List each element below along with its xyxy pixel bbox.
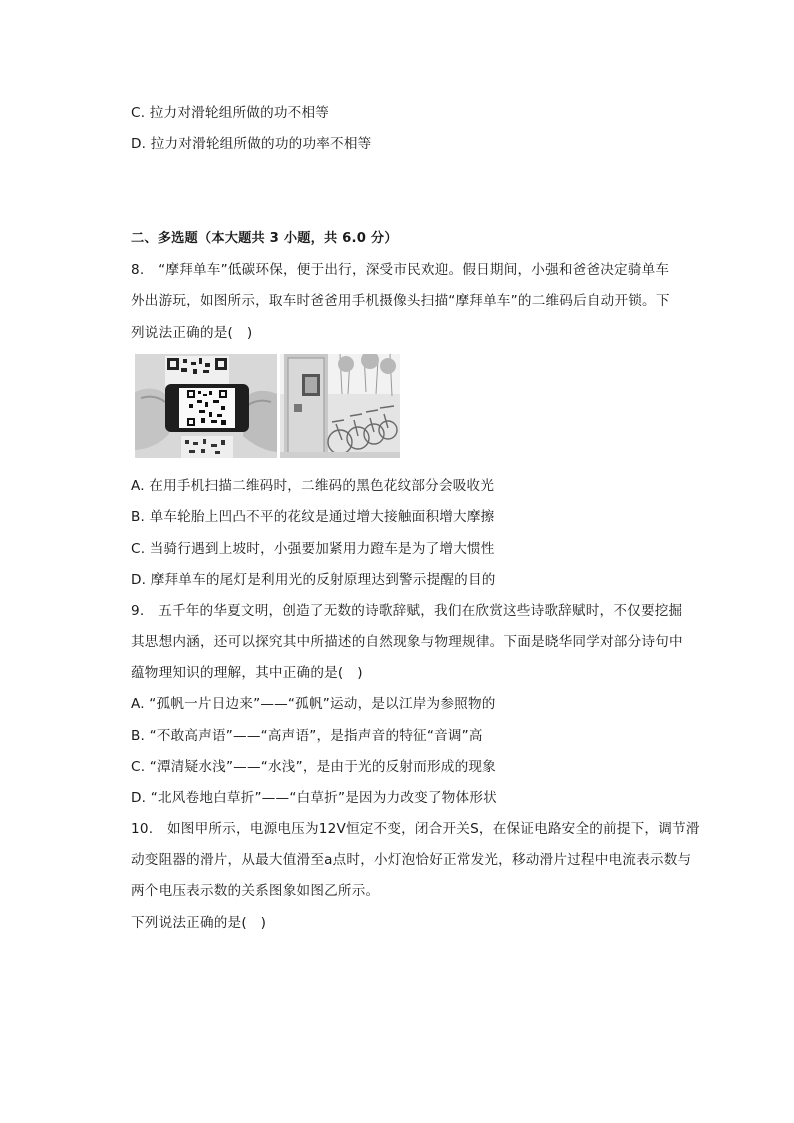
q8-stem-line-2: 外出游玩，如图所示，取车时爸爸用手机摄像头扫描“摩拜单车”的二维码后自动开锁。下	[131, 293, 670, 309]
section-title: 二、多选题（本大题共 3 小题，共 6.0 分）	[131, 231, 398, 246]
q9-option-c: C. “潭清疑水浅”——“水浅”，是由于光的反射而形成的现象	[131, 759, 496, 775]
q9-stem-line-2: 其思想内涵，还可以探究其中所描述的自然现象与物理规律。下面是晓华同学对部分诗句中	[131, 634, 683, 650]
q8-option-d: D. 摩拜单车的尾灯是利用光的反射原理达到警示提醒的目的	[131, 572, 496, 588]
q9-option-a: A. “孤帆一片日边来”——“孤帆”运动，是以江岸为参照物的	[131, 696, 496, 712]
prev-option-d: D. 拉力对滑轮组所做的功的功率不相等	[131, 136, 372, 152]
prev-option-c: C. 拉力对滑轮组所做的功不相等	[131, 105, 330, 121]
q9-stem-line-1: 9. 五千年的华夏文明，创造了无数的诗歌辞赋，我们在欣赏这些诗歌辞赋时，不仅要挖掘	[131, 603, 683, 619]
q8-option-b: B. 单车轮胎上凹凸不平的花纹是通过增大接触面积增大摩擦	[131, 509, 495, 525]
q10-stem-line-1: 10. 如图甲所示，电源电压为12V恒定不变，闭合开关S，在保证电路安全的前提下，调节滑	[131, 821, 700, 837]
q9-option-b: B. “不敢高声语”——“高声语”，是指声音的特征“音调”高	[131, 728, 483, 744]
q10-stem-line-2: 动变阻器的滑片，从最大值滑至a点时，小灯泡恰好正常发光，移动滑片过程中电流表示数与	[131, 852, 692, 868]
q8-option-c: C. 当骑行遇到上坡时，小强要加紧用力蹬车是为了增大惯性	[131, 541, 495, 557]
bike-dock-photo	[280, 354, 400, 458]
q9-option-d: D. “北风卷地白草折”——“白草折”是因为力改变了物体形状	[131, 790, 497, 806]
q8-stem-line-3: 列说法正确的是( )	[131, 325, 253, 341]
q9-stem-line-3: 蕴物理知识的理解，其中正确的是( )	[131, 665, 363, 681]
q10-stem-line-3: 两个电压表示数的关系图象如图乙所示。	[131, 883, 380, 899]
qr-scan-photo	[135, 354, 277, 458]
q8-stem-line-1: 8. “摩拜单车”低碳环保，便于出行，深受市民欢迎。假日期间，小强和爸爸决定骑单车	[131, 262, 670, 278]
q10-stem-line-4: 下列说法正确的是( )	[131, 915, 267, 931]
q8-option-a: A. 在用手机扫描二维码时，二维码的黑色花纹部分会吸收光	[131, 478, 495, 494]
